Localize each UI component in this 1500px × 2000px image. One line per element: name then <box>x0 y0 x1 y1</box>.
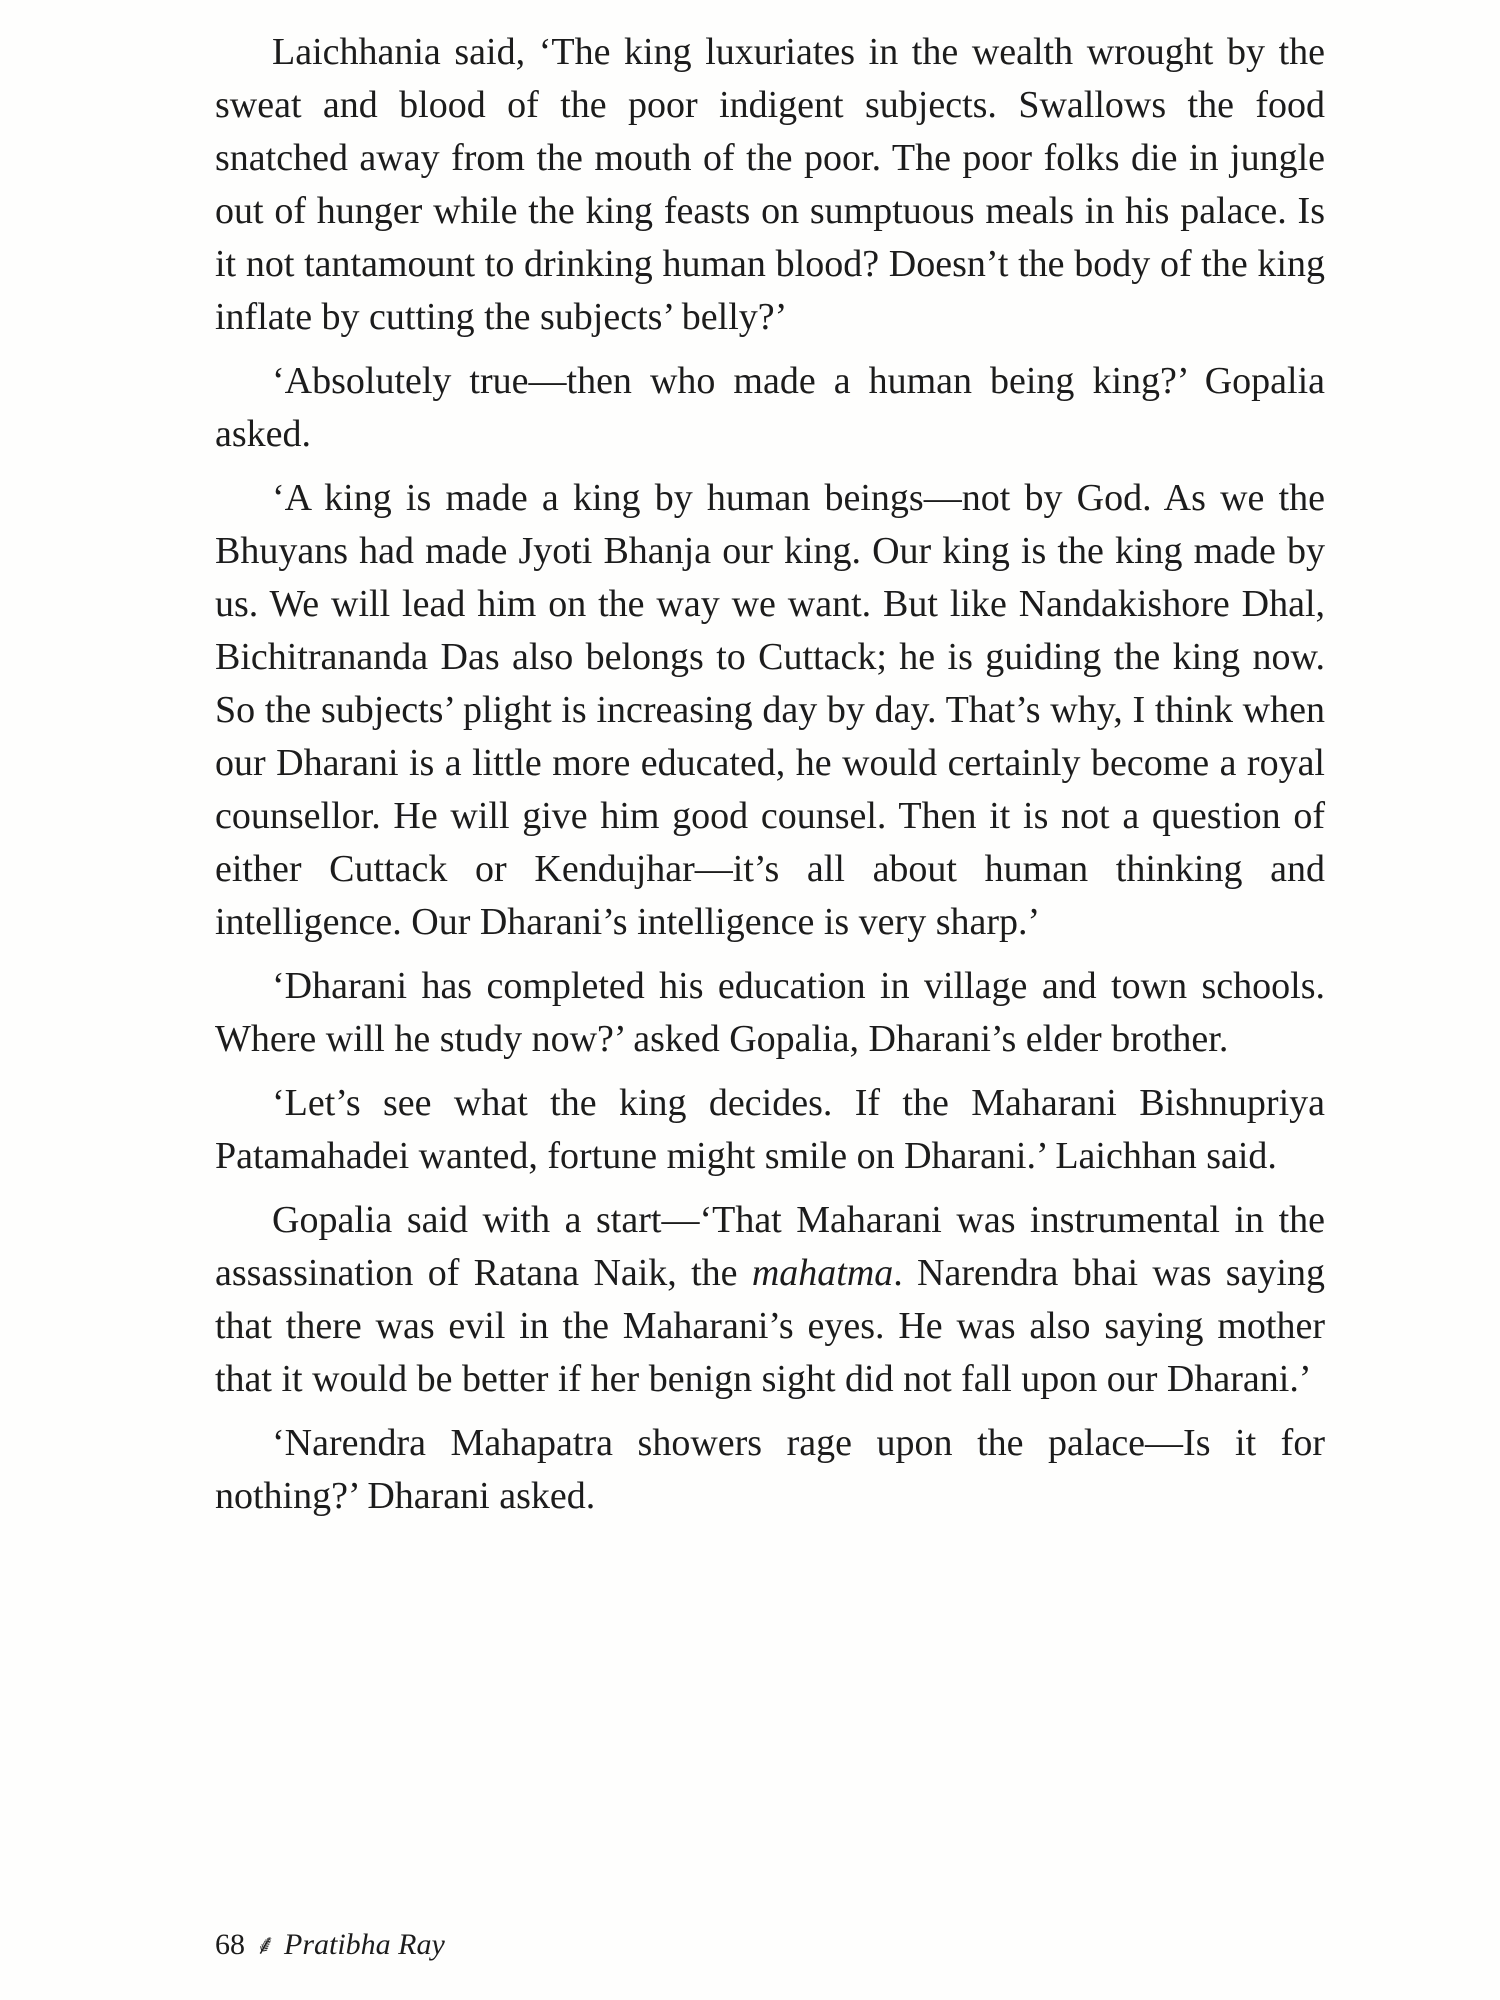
paragraph-king-made-by-humans: ‘A king is made a king by human beings—not by God. As we the Bhuyans had made Jyoti Bhanja our king. Our king is the king made by us. We will lead him on the way we want. But like Nandakishore Dhal, Bichitrananda Das also belongs to Cuttack; he is guiding the king now. So the subjects’ plight is increasing day by day. That’s why, I think when our Dharani is a little more educated, he would certainly become a royal counsellor. He will give him good counsel. Then it is not a question of either Cuttack or Kendujhar—it’s all about human thinking and intelligence. Our Dharani’s intelligence is very sharp.’ <box>215 477 1325 943</box>
paragraph-absolutely-true: ‘Absolutely true—then who made a human being king?’ Gopalia asked. <box>215 360 1325 455</box>
paragraph-dharani-education: ‘Dharani has completed his education in village and town schools. Where will he study now?’ asked Gopalia, Dharani’s elder brother. <box>215 965 1325 1060</box>
paragraph-gopalia-start-before: Gopalia said with a start—‘That Maharani was instrumental in the assassination of Ratana Naik, the <box>215 1199 1325 1294</box>
paragraph-laichhania-says: Laichhania said, ‘The king luxuriates in the wealth wrought by the sweat and blood of the poor indigent subjects. Swallows the food snatched away from the mouth of the poor. The poor folks die in jungle out of hunger while the king feasts on sumptuous meals in his palace. Is it not tantamount to drinking human blood? Doesn’t the body of the king inflate by cutting the subjects’ belly?’ <box>215 31 1325 338</box>
flower-ornament-icon: ⸙ <box>255 1930 277 1961</box>
italic-mahatma: mahatma <box>751 1252 894 1294</box>
paragraph-king-decides: ‘Let’s see what the king decides. If the Maharani Bishnupriya Patamahadei wanted, fortune might smile on Dharani.’ Laichhan said. <box>215 1082 1325 1177</box>
paragraph-gopalia-start <box>215 1194 1325 1406</box>
page-footer <box>215 1925 445 1963</box>
paragraph-narendra-rage: ‘Narendra Mahapatra showers rage upon the palace—Is it for nothing?’ Dharani asked. <box>215 1422 1325 1517</box>
author-name: Pratibha Ray <box>284 1928 445 1961</box>
page-number: 68 <box>215 1928 245 1961</box>
paragraph-gopalia-start-after: . Narendra bhai was saying that there was evil in the Maharani’s eyes. He was also saying mother that it would be better if her benign sight did not fall upon our Dharani.’ <box>215 1252 1325 1400</box>
body-text <box>215 26 1325 1534</box>
